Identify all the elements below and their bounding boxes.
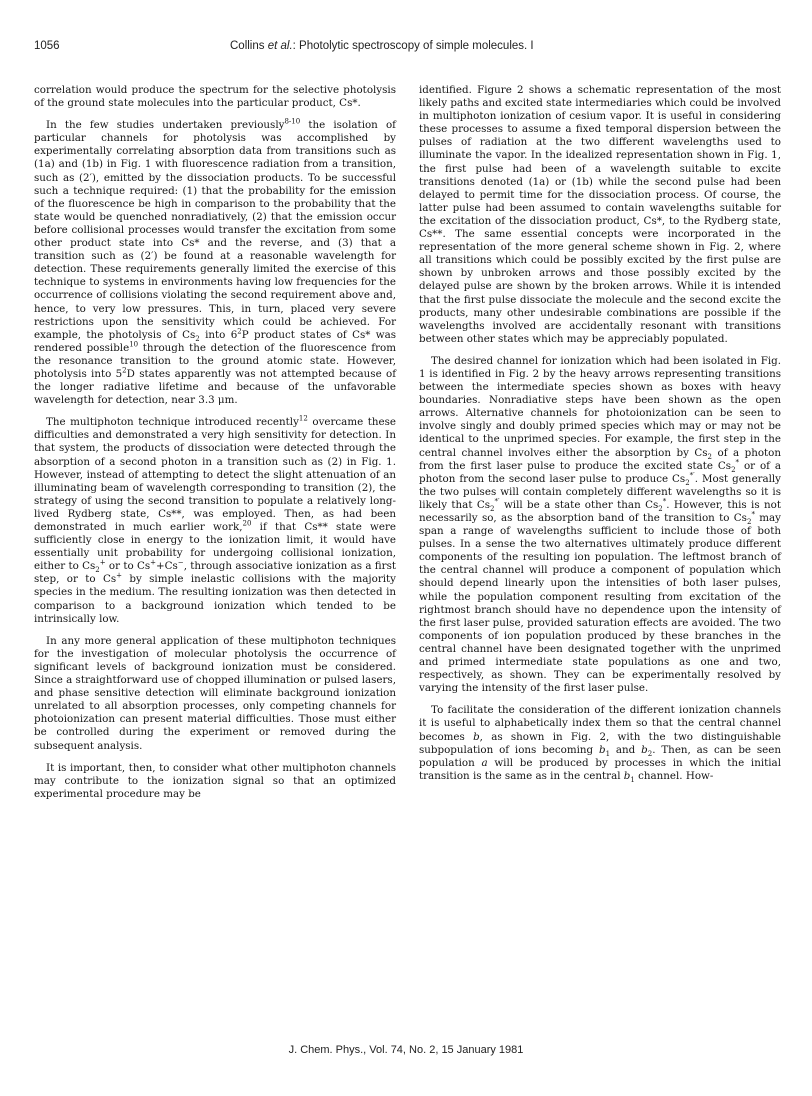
subscript: 1 [605, 749, 611, 758]
paragraph: In any more general application of these multiphoton techniques for the investigation of molecular photolysis the occurrence of significant levels of background ionization must be considered. Since a straightforward use of chopped illumination or pulsed lasers, and phase sensitive detection will eliminate background ionization unrelated to all absorption processes, only competing channels for photoionization can present material difficulties. Those must either be controlled during the experiment or removed during the subsequent analysis. [34, 634, 396, 752]
superscript: 2 [122, 366, 127, 375]
subscript: 2 [647, 749, 653, 758]
superscript: 20 [242, 519, 252, 528]
paragraph: It is important, then, to consider what other multiphoton channels may contribute to the ionization signal so that an optimized experimental procedure may be [34, 761, 396, 800]
paragraph: In the few studies undertaken previously$^{8-10}$ the isolation of particular channels for photolysis was accomplished by experimentally correlating absorption data from transitions such as (1a) and (1b) in Fig. 1 with fluorescence radiation from a transition, such as (2′), emitted by the dissociation products. To be successful such a technique required: (1) that the probability for the emission of the fluorescence be high in comparison to the probability that the state would be quenched nonradiatively, (2) that the emission occur before collisional processes would transfer the excitation from some other product state into Cs* and the reverse, and (3) that a transition such as (2′) be found at a reasonable wavelength for detection. These requirements generally limited the exercise of this technique to systems in environments having low frequencies for the occurrence of collisions violating the second requirement above and, hence, to very low pressures. This, in turn, placed very severe restrictions upon the sensitivity which could be achieved. For example, the photolysis of $Cs_2$ into $6^2P$ product states of Cs* was rendered possible$^{10}$ through the detection of the fluorescence from the resonance transition to the ground atomic state. However, photolysis into $5^2D$ states apparently was not attempted because of the longer radiative lifetime and because of the unfavorable wavelength for detection, near 3.3 μm. [34, 117, 397, 407]
header-title: : Photolytic spectroscopy of simple molecules. I [292, 40, 534, 52]
superscript: 8-10 [284, 117, 301, 126]
paragraph: The desired channel for ionization which had been isolated in Fig. 1 is identified in Fig. 2 by the heavy arrows representing transitions between the intermediate species shown as boxes with heavy boundaries. Nonradiative steps have been shown as the open arrows. Alternative channels for photoionization can be seen to involve singly and doubly primed species which may or may not be identical to the unprimed species. For example, the first step in the central channel involves either the absorption by $Cs_2$ of a photon from the first laser pulse to produce the excited state $Cs_2^*$ or of a photon from the second laser pulse to produce $Cs_2^{*'}$. Most generally the two pulses will contain completely different wavelengths so it is likely that $Cs_2^{*'}$ will be a state other than $Cs_2^*$. However, this is not necessarily so, as the absorption band of the transition to $Cs_2^*$ may span a range of wavelengths sufficient to include those of both pulses. In a sense the two alternatives ultimately produce different components of the resulting ion population. The leftmost branch of the central channel will produce a component of population which should depend linearly upon the intensities of both laser pulses, while the population component resulting from excitation of the rightmost branch should have no dependence upon the intensity of the first laser pulse, provided saturation effects are avoided. The two components of ion population produced by these branches in the central channel have been designated together with the unprimed and primed intermediate state populations as one and two, respectively, as shown. They can be experimentally resolved by varying the intensity of the first laser pulse. [419, 354, 781, 695]
left-column [34, 84, 396, 810]
italic-symbol: b [623, 769, 631, 782]
superscript: * [751, 510, 755, 519]
journal-citation-footer: J. Chem. Phys., Vol. 74, No. 2, 15 January 1981 [288, 1044, 524, 1056]
superscript: 10 [129, 340, 139, 349]
running-header [230, 40, 534, 56]
italic-symbol: b [598, 743, 606, 756]
paragraph: To facilitate the consideration of the different ionization channels it is useful to alphabetically index them so that the central channel becomes b, as shown in Fig. 2, with the two distinguishable subpopulation of ions becoming $b_1$ and $b_2$. Then, as can be seen population a will be produced by processes in which the initial transition is the same as in the central $b_1$ channel. How- [419, 704, 781, 784]
subscript: 2 [95, 566, 100, 575]
italic-symbol: b [641, 743, 648, 756]
superscript: − [177, 558, 184, 567]
subscript: 2 [707, 452, 713, 461]
superscript: * [662, 497, 667, 506]
paragraph: The multiphoton technique introduced recently$^{12}$ overcame these difficulties and demonstrated a very high sensitivity for detection. In that system, the products of dissociation were detected through the absorption of a second photon in a transition such as (2) in Fig. 1. However, instead of attempting to detect the slight attenuation of an illuminating beam of wavelength corresponding to transition (2), the strategy of using the second transition to populate a relatively long-lived Rydberg state, Cs**, was employed. Then, as had been demonstrated in much earlier work,$^{20}$ if that Cs** state were sufficiently close in energy to the ionization limit, it would have essentially unit probability for undergoing collisional ionization, either to $Cs_2^+$ or to Cs++Cs−, through associative ionization as a first step, or to Cs+ by simple inelastic collisions with the majority species in the medium. The resulting ionization was then detected in comparison to a background ionization which tended to be intrinsically low. [34, 414, 396, 625]
italic-symbol: a [481, 756, 488, 769]
header-authors: Collins [230, 40, 265, 52]
right-column [419, 84, 781, 792]
paragraph: correlation would produce the spectrum for the selective photolysis of the ground state molecules into the particular product, Cs*. [34, 84, 396, 110]
subscript: 2 [658, 504, 663, 513]
page-number: 1056 [34, 40, 60, 52]
subscript: 2 [746, 518, 752, 527]
italic-symbol: b [473, 730, 480, 743]
superscript: * [735, 458, 740, 467]
header-et-al: et al. [267, 40, 293, 52]
subscript: 1 [630, 775, 635, 784]
superscript: + [99, 558, 106, 567]
superscript: *′ [689, 471, 695, 480]
paragraph: identified. Figure 2 shows a schematic representation of the most likely paths and excited state intermediaries which could be involved in multiphoton ionization of cesium vapor. It is useful in considering these processes to assume a fixed temporal dispersion between the pulses of radiation at the two different wavelengths used to illuminate the vapor. In the idealized representation shown in Fig. 1, the first pulse had been of a wavelength suitable to excite transitions denoted (1a) or (1b) while the second pulse had been delayed to permit time for the dissociation process. Of course, the latter pulse had been assumed to contain wavelengths suitable for the excitation of the dissociation product, Cs*, to the Rydberg state, Cs**. The same essential concepts were incorporated in the representation of the more general scheme shown in Fig. 2, where all transitions which could be possibly excited by the first pulse are shown by unbroken arrows and those possibly excited by the delayed pulse are shown by the broken arrows. While it is intended that the first pulse dissociate the molecule and the second excite the products, many other undesirable combinations are possible if the wavelengths involved are accidentally resonant with transitions between other states which may be appreciably populated. [419, 84, 781, 345]
superscript: + [150, 558, 157, 567]
subscript: 2 [731, 465, 736, 474]
subscript: 2 [490, 504, 495, 513]
superscript: + [116, 571, 122, 580]
subscript: 2 [195, 334, 200, 343]
superscript: *′ [494, 497, 500, 506]
subscript: 2 [685, 478, 690, 487]
superscript: 12 [298, 414, 308, 423]
superscript: 2 [237, 327, 242, 336]
